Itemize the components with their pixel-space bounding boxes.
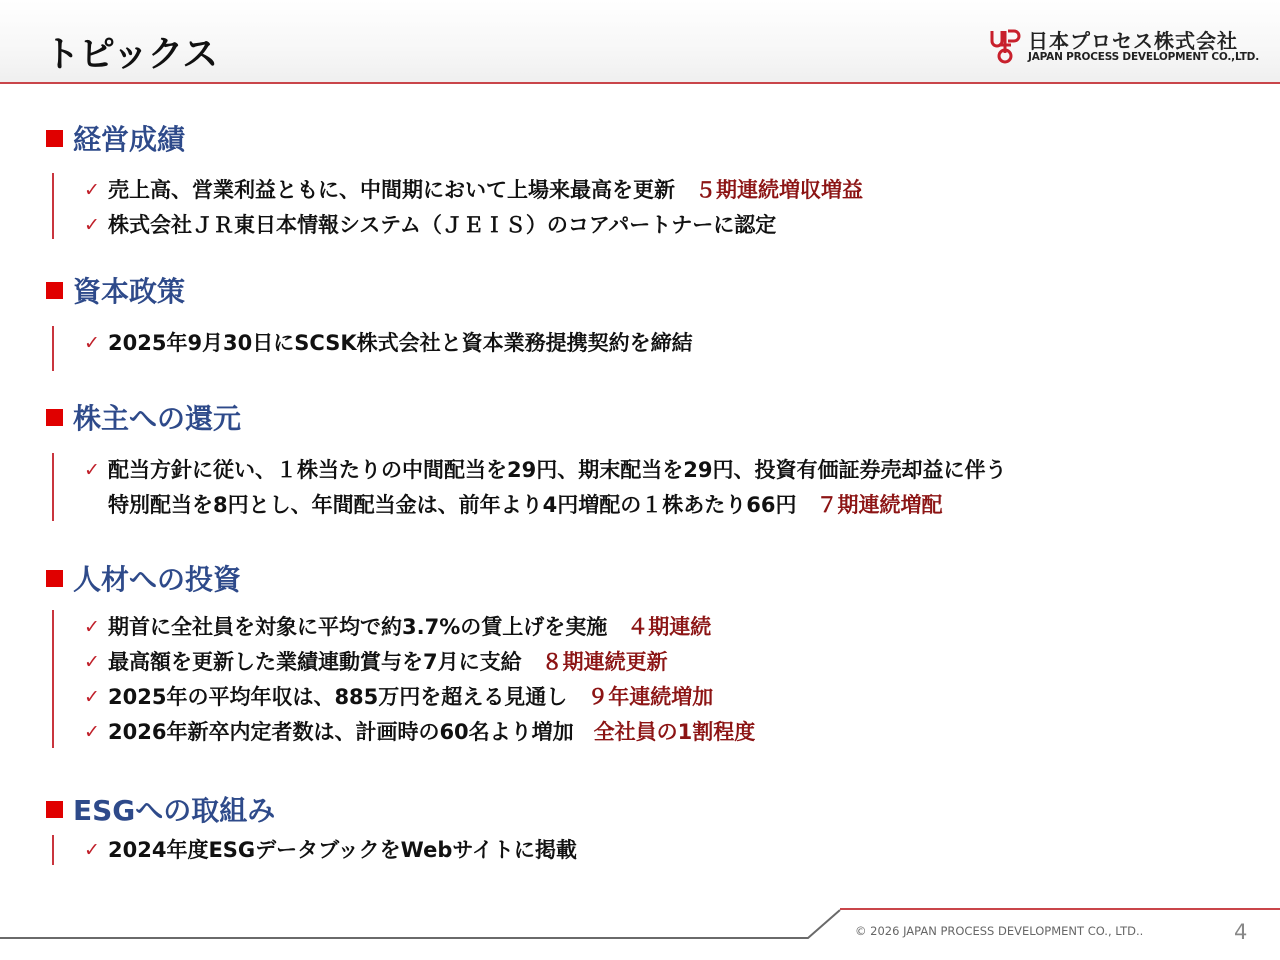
section-esg	[46, 789, 577, 868]
list-item: ✓ 株式会社ＪＲ東日本情報システム（ＪＥＩＳ）のコアパートナーに認定	[46, 208, 863, 243]
section-title: 株主への還元	[73, 402, 242, 435]
section-title: 人材への投資	[73, 563, 242, 596]
logo-name-jp: 日本プロセス株式会社	[1028, 29, 1238, 53]
list-item: ✓ 2026年新卒内定者数は、計画時の60名より増加 全社員の1割程度	[46, 715, 755, 750]
highlight-text: ８期連続更新	[541, 650, 668, 674]
header-divider	[0, 82, 1280, 84]
section-bullet-square	[46, 570, 63, 587]
jpd-logo-mark-icon	[988, 27, 1022, 65]
section-bullet-square	[46, 801, 63, 818]
check-icon: ✓	[84, 686, 100, 708]
check-icon: ✓	[84, 214, 100, 236]
list-item: ✓ 2024年度ESGデータブックをWebサイトに掲載	[46, 833, 577, 868]
check-icon: ✓	[84, 332, 100, 354]
page-number: 4	[1234, 920, 1248, 944]
copyright-text: © 2026 JAPAN PROCESS DEVELOPMENT CO., LTD..	[855, 924, 1144, 938]
highlight-text: ５期連続増収増益	[695, 178, 863, 202]
section-bullet-square	[46, 409, 63, 426]
check-icon: ✓	[84, 459, 100, 481]
list-item: ✓ 配当方針に従い、１株当たりの中間配当を29円、期末配当を29円、投資有価証券売却益に伴う	[46, 453, 1006, 488]
section-business-results	[46, 118, 863, 243]
section-title: 資本政策	[73, 275, 186, 308]
highlight-text: ９年連続増加	[587, 685, 714, 709]
section-title: 経営成績	[73, 123, 186, 156]
list-item: ✓ 売上高、営業利益ともに、中間期において上場来最高を更新 ５期連続増収増益	[46, 173, 863, 208]
section-capital-policy	[46, 270, 693, 361]
section-human-capital	[46, 558, 755, 750]
highlight-text: ４期連続	[627, 615, 712, 639]
check-icon: ✓	[84, 616, 100, 638]
list-item: ✓ 最高額を更新した業績連動賞与を7月に支給 ８期連続更新	[46, 645, 755, 680]
check-icon: ✓	[84, 651, 100, 673]
section-bullet-square	[46, 282, 63, 299]
list-item: ✓ 2025年9月30日にSCSK株式会社と資本業務提携契約を締結	[46, 326, 693, 361]
highlight-text: 全社員の1割程度	[593, 720, 756, 744]
section-bullet-square	[46, 130, 63, 147]
section-shareholder-returns	[46, 397, 1006, 523]
section-title: ESGへの取組み	[73, 794, 276, 827]
company-logo	[988, 27, 1258, 67]
check-icon: ✓	[84, 839, 100, 861]
list-item: ✓ 期首に全社員を対象に平均で約3.7%の賃上げを実施 ４期連続	[46, 610, 755, 645]
logo-name-en: JAPAN PROCESS DEVELOPMENT CO.,LTD.	[1028, 51, 1259, 63]
list-item: ✓ 2025年の平均年収は、885万円を超える見通し ９年連続増加	[46, 680, 755, 715]
check-icon: ✓	[84, 179, 100, 201]
page-title: トピックス	[44, 34, 218, 75]
check-icon: ✓	[84, 721, 100, 743]
highlight-text: ７期連続増配	[816, 493, 943, 517]
list-item-continuation: 特別配当を8円とし、年間配当金は、前年より4円増配の１株あたり66円 ７期連続増配	[108, 493, 943, 517]
